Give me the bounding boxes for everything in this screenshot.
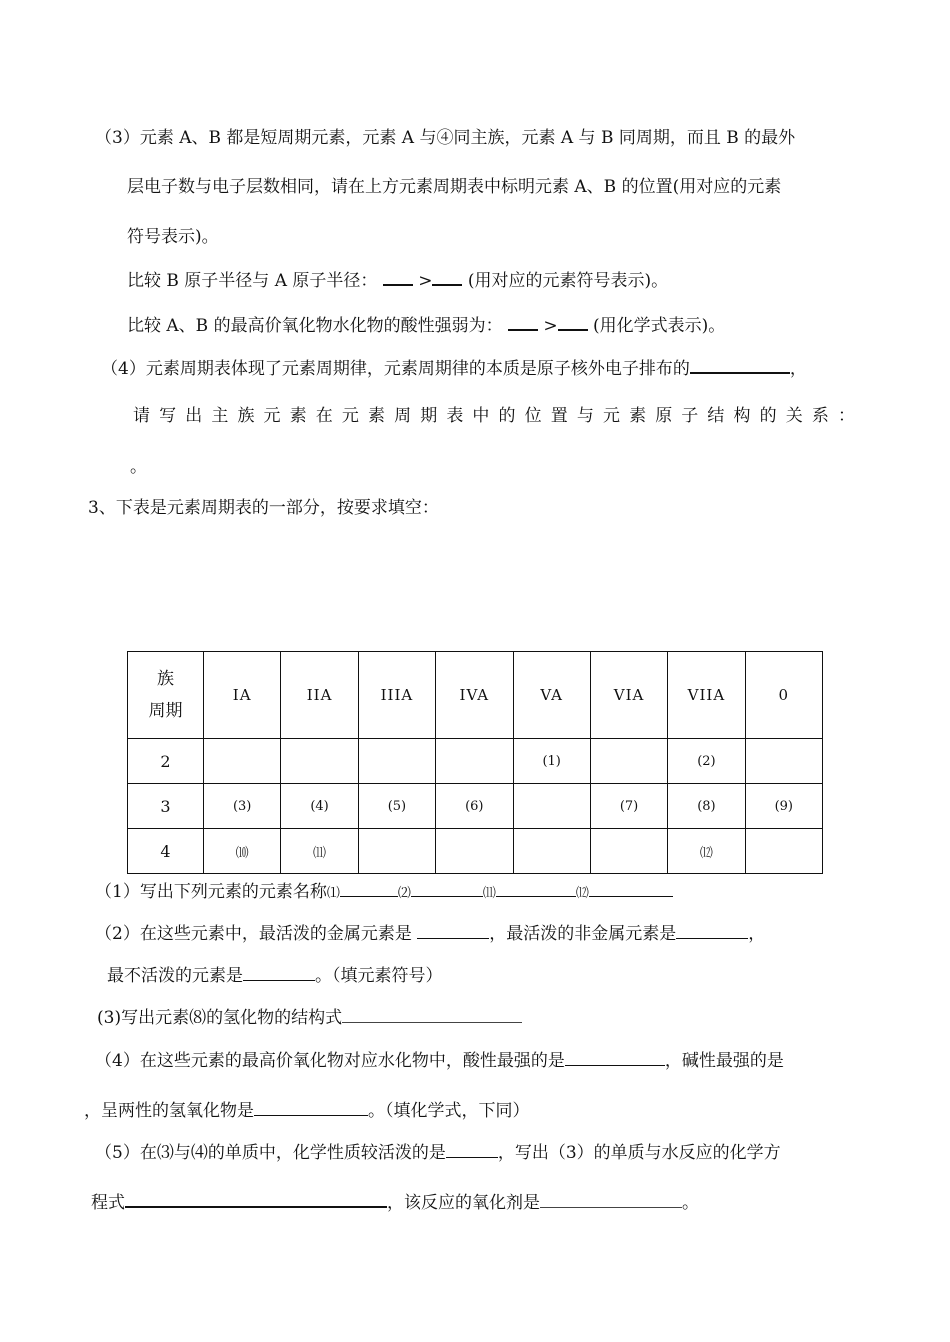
q1-label: ⑴: [326, 886, 340, 901]
char: 关: [785, 406, 803, 426]
question-5-line2: [91, 1190, 699, 1214]
part3-line3: 符号表示)。: [127, 227, 219, 247]
group-header: IIA: [281, 652, 358, 739]
part3-line4-tail: (用对应的元素符号表示)。: [467, 271, 669, 291]
char: 元: [263, 406, 281, 426]
q4-text: 。（填化学式，下同）: [368, 1101, 530, 1121]
answer-blank[interactable]: [383, 268, 413, 286]
group-header: IA: [204, 652, 281, 739]
answer-blank[interactable]: [446, 1141, 498, 1158]
answer-blank[interactable]: [254, 1099, 368, 1116]
table-cell: (6): [436, 784, 513, 829]
char: 置: [550, 406, 568, 426]
q4-text: （4）在这些元素的最高价氧化物对应水化物中，酸性最强的是: [95, 1051, 565, 1071]
table-cell: ⑾: [281, 829, 358, 874]
char: 主: [211, 406, 229, 426]
q4-text: ，呈两性的氢氧化物是: [84, 1101, 254, 1121]
char: 周: [394, 406, 412, 426]
q2-text: 。（填元素符号）: [315, 966, 443, 986]
part3-line5: [127, 313, 725, 337]
table-row: [128, 829, 823, 874]
period-label: 3: [128, 784, 204, 829]
char: ：: [837, 406, 855, 426]
char: 的: [759, 406, 777, 426]
part4-line3: 。: [130, 457, 147, 477]
period-label: 4: [128, 829, 204, 874]
q1-label: ⑵: [397, 886, 411, 901]
answer-blank[interactable]: [340, 880, 398, 897]
part3-line5-tail: (用化学式表示)。: [593, 316, 726, 336]
group-header: IIIA: [358, 652, 435, 739]
char: 原: [655, 406, 673, 426]
table-cell: [358, 739, 435, 784]
table-cell: [590, 829, 667, 874]
char: 族: [237, 406, 255, 426]
table-cell: (7): [590, 784, 667, 829]
q1-label: ⑾: [482, 886, 496, 901]
group-header: VIIA: [668, 652, 745, 739]
group-header: 0: [745, 652, 822, 739]
table-cell: (2): [668, 739, 745, 784]
table-cell: [358, 829, 435, 874]
answer-blank[interactable]: [508, 313, 538, 331]
table-corner-cell: [128, 652, 204, 739]
char: 写: [159, 406, 177, 426]
q4-text: ，碱性最强的是: [664, 1051, 784, 1071]
question-4-line2: [84, 1099, 530, 1122]
char: 中: [472, 406, 490, 426]
part3-line2: 层电子数与电子层数相同，请在上方元素周期表中标明元素 A、B 的位置(用对应的元素: [127, 177, 782, 197]
table-cell: (8): [668, 784, 745, 829]
group-header: VIA: [590, 652, 667, 739]
question-2-line1: [95, 922, 765, 945]
answer-blank[interactable]: [411, 880, 483, 897]
answer-blank[interactable]: [342, 1006, 522, 1023]
table-row: [128, 739, 823, 784]
answer-blank[interactable]: [496, 880, 576, 897]
table-cell: [436, 829, 513, 874]
table-cell: [745, 739, 822, 784]
q5-text: ，该反应的氧化剂是: [387, 1193, 540, 1213]
char: 位: [524, 406, 542, 426]
table-row: [128, 784, 823, 829]
table-cell: [436, 739, 513, 784]
part4-line2: [133, 405, 855, 427]
part4-line1-end: ，: [789, 359, 807, 379]
table-cell: [745, 829, 822, 874]
table-cell: (1): [513, 739, 590, 784]
part3-line4-text: 比较 B 原子半径与 A 原子半径：: [127, 271, 378, 291]
answer-blank[interactable]: [676, 922, 748, 939]
q1-label: ⑿: [575, 886, 589, 901]
question-4-line1: [95, 1049, 784, 1072]
table-cell: ⑽: [204, 829, 281, 874]
char: 构: [733, 406, 751, 426]
q5-text: 程式: [91, 1193, 125, 1213]
answer-blank[interactable]: [690, 356, 790, 374]
answer-blank[interactable]: [540, 1191, 682, 1208]
greater-than: >: [418, 271, 433, 291]
table-cell: [513, 784, 590, 829]
part3-line1: （3）元素 A、B 都是短周期元素，元素 A 与④同主族，元素 A 与 B 同周期，而且 B 的最外: [95, 128, 796, 148]
char: 素: [289, 406, 307, 426]
corner-period-label: 周期: [148, 701, 183, 721]
part4-line1: [101, 356, 807, 380]
char: 结: [707, 406, 725, 426]
char: 期: [420, 406, 438, 426]
q2-text: ，最活泼的非金属元素是: [489, 924, 677, 944]
answer-blank[interactable]: [558, 313, 588, 331]
corner-group-label: 族: [157, 669, 174, 689]
answer-blank[interactable]: [417, 922, 489, 939]
part4-line1-text: （4）元素周期表体现了元素周期律，元素周期律的本质是原子核外电子排布的: [101, 359, 690, 379]
table-cell: (4): [281, 784, 358, 829]
periodic-table: [127, 651, 823, 874]
q3-text: (3)写出元素⑻的氢化物的结构式: [97, 1008, 343, 1028]
q2-text: ，: [748, 924, 766, 944]
answer-blank[interactable]: [243, 964, 315, 981]
q2-text: （2）在这些元素中，最活泼的金属元素是: [95, 924, 412, 944]
part3-line4: [127, 268, 668, 292]
part3-line5-text: 比较 A、B 的最高价氧化物水化物的酸性强弱为：: [127, 316, 503, 336]
char: 在: [315, 406, 333, 426]
q2-text: 最不活泼的元素是: [107, 966, 243, 986]
char: 系: [811, 406, 829, 426]
table-cell: [281, 739, 358, 784]
question-3: [97, 1006, 522, 1029]
answer-blank[interactable]: [125, 1190, 387, 1208]
char: 请: [133, 406, 150, 426]
table-cell: [513, 829, 590, 874]
q5-text: ，写出（3）的单质与水反应的化学方: [497, 1143, 781, 1163]
question-5-line1: [95, 1141, 781, 1164]
table-cell: [204, 739, 281, 784]
char: 元: [602, 406, 620, 426]
period-label: 2: [128, 739, 204, 784]
char: 元: [341, 406, 359, 426]
char: 出: [185, 406, 203, 426]
char: 与: [576, 406, 594, 426]
table-cell: [590, 739, 667, 784]
char: 素: [629, 406, 647, 426]
char: 素: [367, 406, 385, 426]
q1-text: （1）写出下列元素的元素名称: [95, 882, 327, 902]
q5-text: 。: [682, 1193, 699, 1213]
char: 表: [446, 406, 464, 426]
greater-than: >: [543, 316, 558, 336]
char: 子: [681, 406, 699, 426]
q5-text: （5）在⑶与⑷的单质中，化学性质较活泼的是: [95, 1143, 446, 1163]
answer-blank[interactable]: [589, 880, 673, 897]
question-1: [95, 880, 673, 905]
question-3-title: 3、下表是元素周期表的一部分，按要求填空：: [88, 498, 439, 518]
answer-blank[interactable]: [432, 268, 462, 286]
table-header-row: [128, 652, 823, 739]
group-header: VA: [513, 652, 590, 739]
char: 的: [498, 406, 516, 426]
table-cell: (5): [358, 784, 435, 829]
table-cell: ⑿: [668, 829, 745, 874]
group-header: IVA: [436, 652, 513, 739]
question-2-line2: [107, 964, 443, 987]
answer-blank[interactable]: [565, 1049, 665, 1066]
table-cell: (3): [204, 784, 281, 829]
table-cell: (9): [745, 784, 822, 829]
